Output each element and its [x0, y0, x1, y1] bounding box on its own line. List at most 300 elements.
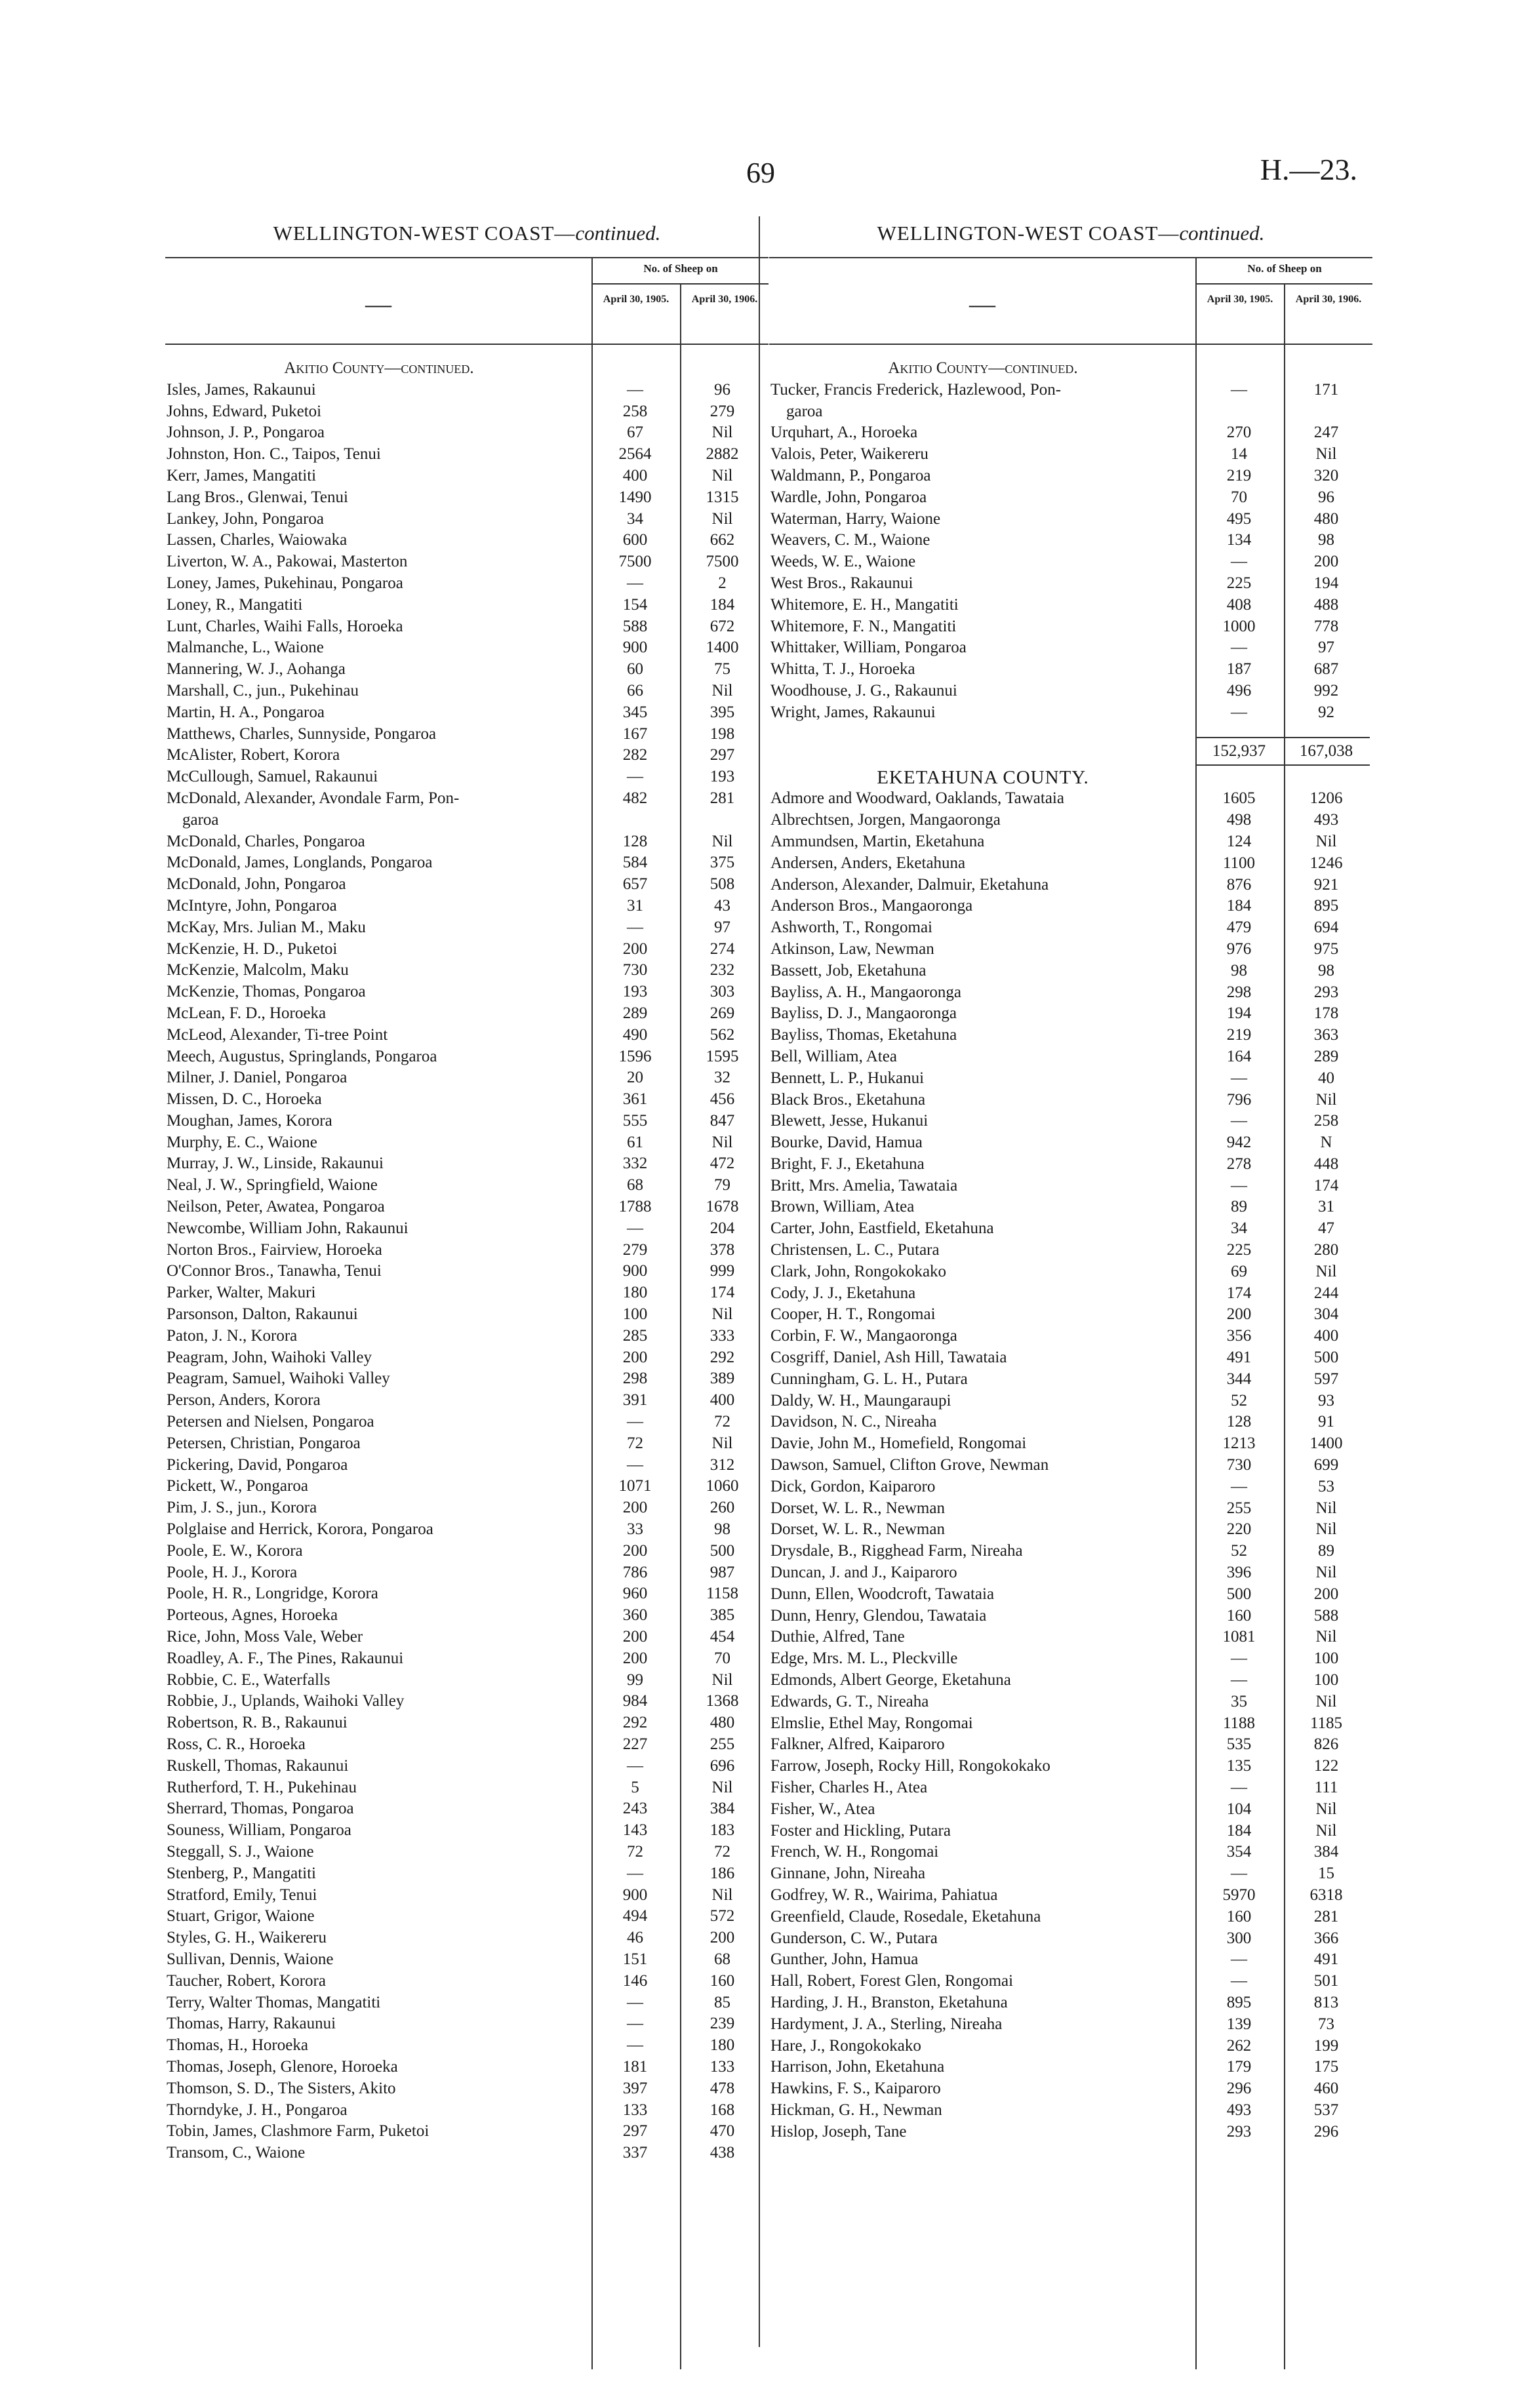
owner-name: Robbie, J., Uplands, Waihoki Valley [167, 1692, 405, 1710]
sheep-1905: 5970 [1222, 1885, 1256, 1904]
sheep-1906: 699 [1313, 1456, 1339, 1474]
sheep-1906: 180 [709, 2036, 735, 2055]
sheep-1906: 97 [1318, 639, 1334, 657]
owner-name: Clark, John, Rongokokako [770, 1262, 947, 1280]
owner-name: Corbin, F. W., Mangaoronga [770, 1327, 957, 1345]
sheep-1905: 225 [1226, 1241, 1252, 1259]
table-row [165, 1347, 769, 1369]
sheep-1905: 180 [622, 1284, 648, 1302]
sheep-1905: 72 [627, 1434, 643, 1452]
sheep-1906: Nil [711, 1885, 733, 1904]
owner-name: Dick, Gordon, Kaiparoro [770, 1477, 936, 1495]
sheep-1905: 1213 [1222, 1434, 1256, 1453]
sheep-1905: 270 [1226, 424, 1252, 442]
owner-name: Martin, H. A., Pongaroa [167, 703, 325, 721]
sheep-1905: 984 [622, 1692, 648, 1710]
col-1906-header: April 30, 1906. [691, 294, 758, 305]
sheep-1905: 200 [622, 1499, 648, 1517]
table-row [769, 1541, 1372, 1562]
sheep-1906: 312 [709, 1455, 735, 1474]
sheep-1905: — [627, 1219, 643, 1237]
sheep-1906: 79 [714, 1176, 730, 1194]
sheep-1906: 562 [709, 1025, 735, 1044]
sheep-1906: 987 [709, 1563, 735, 1581]
sheep-1906: 198 [709, 724, 735, 743]
table-row [769, 551, 1372, 573]
owner-name: Hislop, Joseph, Tane [770, 2122, 907, 2141]
table-header-left [165, 257, 769, 345]
owner-name: Poole, H. J., Korora [167, 1563, 298, 1581]
sheep-1906: 15 [1318, 1865, 1334, 1883]
county-subheading [769, 358, 1372, 380]
sheep-1906: 1595 [706, 1047, 739, 1065]
table-row [165, 745, 769, 766]
table-row [769, 853, 1372, 875]
sheep-1906: 389 [709, 1370, 735, 1388]
owner-name: Marshall, C., jun., Pukehinau [167, 681, 359, 700]
owner-name: McDonald, John, Pongaroa [167, 875, 346, 894]
sheep-1906: 478 [709, 2079, 735, 2097]
owner-name: Drysdale, B., Rigghead Farm, Nireaha [770, 1542, 1023, 1560]
sheep-1906: 31 [1318, 1198, 1334, 1216]
table-row [769, 530, 1372, 551]
owner-name: Weeds, W. E., Waione [770, 553, 916, 571]
eketahuna-heading-text: EKETAHUNA COUNTY. [877, 766, 1089, 788]
sheep-1906: 296 [1313, 2122, 1339, 2141]
owner-name: Bennett, L. P., Hukanui [770, 1069, 925, 1087]
sheep-1906: 1060 [706, 1477, 739, 1495]
sheep-1905: 600 [622, 531, 648, 549]
sheep-1905: 555 [622, 1111, 648, 1130]
table-row [769, 1842, 1372, 1863]
owner-name: Steggall, S. J., Waione [167, 1842, 314, 1861]
sheep-1905: 143 [622, 1821, 648, 1840]
owner-name: O'Connor Bros., Tanawha, Tenui [167, 1262, 382, 1280]
table-row [165, 1562, 769, 1584]
owner-name: McCullough, Samuel, Rakaunui [167, 768, 378, 786]
sheep-1906: 826 [1313, 1735, 1339, 1754]
owner-name: Hickman, G. H., Newman [770, 2101, 942, 2119]
sheep-1905: 976 [1226, 939, 1252, 958]
sheep-1906: 111 [1314, 1779, 1338, 1796]
sheep-1905: 396 [1226, 1564, 1252, 1582]
table-row [769, 637, 1372, 659]
table-row [165, 2035, 769, 2057]
sheep-1906: 68 [714, 1950, 730, 1968]
owner-name: Harding, J. H., Branston, Eketahuna [770, 1993, 1008, 2011]
sheep-1905: 942 [1226, 1134, 1252, 1152]
sheep-1905: 184 [1226, 1821, 1252, 1840]
sheep-1905: 293 [1226, 2122, 1252, 2141]
left-rows [165, 380, 769, 2164]
table-row [769, 1455, 1372, 1476]
sheep-1905: — [1231, 1950, 1247, 1969]
sheep-1906: 493 [1313, 811, 1339, 829]
sheep-1905: 187 [1226, 660, 1252, 679]
owner-name: Gunderson, C. W., Putara [770, 1929, 938, 1947]
sheep-1905: 20 [627, 1069, 643, 1087]
table-row [769, 1003, 1372, 1025]
owner-name: Greenfield, Claude, Rosedale, Eketahuna [770, 1907, 1041, 1925]
sheep-1906: 280 [1313, 1241, 1339, 1259]
sheep-1906: 269 [709, 1004, 735, 1022]
sheep-1906: 89 [1318, 1542, 1334, 1560]
sheep-1905: 7500 [618, 553, 652, 571]
sheep-1906: 488 [1313, 595, 1339, 614]
table-row [769, 2078, 1372, 2100]
sheep-1905: 31 [627, 896, 643, 915]
owner-name: Cody, J. J., Eketahuna [770, 1284, 916, 1302]
sheep-1906: 304 [1313, 1305, 1339, 1324]
owner-name: Murray, J. W., Linside, Rakaunui [167, 1155, 384, 1173]
sheep-1906: 92 [1318, 703, 1334, 721]
table-row [769, 1046, 1372, 1068]
sheep-1905: 99 [627, 1670, 643, 1689]
table-row [769, 422, 1372, 444]
owner-name: Cunningham, G. L. H., Putara [770, 1370, 968, 1388]
table-row [769, 2057, 1372, 2078]
col-1905-header: April 30, 1905. [1207, 294, 1273, 305]
table-row [165, 896, 769, 917]
sheep-1905: 296 [1226, 2080, 1252, 2098]
sheep-1906: 470 [709, 2122, 735, 2141]
sheep-1906: Nil [711, 832, 733, 850]
table-row [769, 1068, 1372, 1090]
sheep-1905: — [1231, 1972, 1247, 1990]
owner-name: Hare, J., Rongokokako [770, 2036, 921, 2055]
total-label [769, 737, 1195, 767]
owner-name: Pickett, W., Pongaroa [167, 1477, 308, 1495]
sheep-1906: 438 [709, 2144, 735, 2162]
sheep-1905: 200 [1226, 1305, 1252, 1324]
table-row [165, 1842, 769, 1863]
sheep-1906: Nil [1315, 1800, 1337, 1818]
owner-name: Porteous, Agnes, Horoeka [167, 1606, 338, 1625]
owner-name: Hall, Robert, Forest Glen, Rongomai [770, 1972, 1014, 1990]
owner-name: Whitemore, E. H., Mangatiti [770, 595, 959, 614]
sheep-1906: 70 [714, 1649, 730, 1667]
table-row [165, 1025, 769, 1046]
sheep-1905: 220 [1226, 1520, 1252, 1539]
table-row [165, 766, 769, 788]
sheep-1905: 900 [622, 1262, 648, 1280]
table-row [165, 1670, 769, 1691]
table-row [769, 659, 1372, 681]
table-row [769, 1648, 1372, 1670]
sheep-1905: 60 [627, 660, 643, 679]
table-row [165, 1175, 769, 1196]
owner-name: Thomas, H., Horoeka [167, 2036, 308, 2055]
table-row [165, 422, 769, 444]
owner-name: Milner, J. Daniel, Pongaroa [167, 1069, 348, 1087]
sheep-1905: 164 [1226, 1047, 1252, 1065]
table-row [165, 1756, 769, 1777]
no-of-sheep-header: No. of Sheep on [643, 262, 718, 275]
sheep-1905: 200 [622, 1628, 648, 1646]
sheep-1905: 1071 [618, 1477, 652, 1495]
table-row [165, 1326, 769, 1347]
table-row [165, 681, 769, 702]
sheep-1906: 53 [1318, 1477, 1334, 1495]
sheep-1906: 384 [709, 1800, 735, 1818]
sheep-1905: 181 [622, 2057, 648, 2076]
owner-name: Blewett, Jesse, Hukanui [770, 1112, 929, 1130]
table-row [769, 1326, 1372, 1347]
sheep-1906: 2 [718, 574, 727, 592]
sheep-1906: 672 [709, 617, 735, 635]
table-row [165, 1153, 769, 1175]
sheep-1905: 35 [1231, 1692, 1247, 1710]
owner-name: Matthews, Charles, Sunnyside, Pongaroa [167, 724, 437, 743]
owner-name: Petersen and Nielsen, Pongaroa [167, 1413, 374, 1431]
table-row [165, 2057, 769, 2078]
sheep-1905: 139 [1226, 2015, 1252, 2033]
sheep-1905: 493 [1226, 2101, 1252, 2119]
table-row [769, 616, 1372, 638]
sheep-1905: 588 [622, 617, 648, 635]
table-row [165, 1368, 769, 1390]
owner-name: Petersen, Christian, Pongaroa [167, 1434, 361, 1452]
owner-name: Ashworth, T., Rongomai [770, 918, 932, 937]
owner-name: Tobin, James, Clashmore Farm, Puketoi [167, 2122, 429, 2141]
right-rows-akitio [769, 380, 1372, 724]
sheep-1905: 584 [622, 854, 648, 872]
table-row [769, 1928, 1372, 1950]
table-row [769, 1713, 1372, 1735]
table-row [165, 724, 769, 745]
owner-name: Davidson, N. C., Nireaha [770, 1413, 937, 1431]
sheep-1905: 345 [622, 703, 648, 721]
table-row [165, 1261, 769, 1282]
owner-name: Ross, C. R., Horoeka [167, 1735, 306, 1753]
owner-name: Liverton, W. A., Pakowai, Masterton [167, 553, 408, 571]
sheep-1906: 480 [1313, 509, 1339, 528]
sheep-1906: 921 [1313, 875, 1339, 894]
sheep-1905: 46 [627, 1929, 643, 1947]
owner-name: Anderson, Alexander, Dalmuir, Eketahuna [770, 875, 1049, 894]
table-row [165, 465, 769, 487]
sheep-1905: 160 [1226, 1907, 1252, 1925]
sheep-1905: 67 [627, 424, 643, 442]
sheep-1906: 1206 [1309, 789, 1343, 808]
owner-name: Edge, Mrs. M. L., Pleckville [770, 1649, 958, 1668]
table-row [769, 573, 1372, 595]
total-1905: 152,937 [1195, 737, 1283, 766]
sheep-1906: 508 [709, 875, 735, 894]
owner-name: Farrow, Joseph, Rocky Hill, Rongokokako [770, 1757, 1050, 1775]
sheep-1906: 193 [709, 768, 735, 786]
table-row [769, 1606, 1372, 1627]
owner-name: West Bros., Rakaunui [770, 574, 913, 592]
owner-name: Hawkins, F. S., Kaiparoro [770, 2080, 941, 2098]
sheep-1906: 500 [709, 1541, 735, 1560]
table-row [769, 1562, 1372, 1584]
owner-name: Loney, James, Pukehinau, Pongaroa [167, 574, 403, 592]
table-row [769, 1196, 1372, 1218]
owner-name: Stenberg, P., Mangatiti [167, 1864, 317, 1882]
sheep-1905: 179 [1226, 2058, 1252, 2076]
owner-name: Whittaker, William, Pongaroa [770, 639, 967, 657]
sheep-1906: 400 [709, 1391, 735, 1410]
owner-name: Person, Anders, Korora [167, 1391, 321, 1410]
sheep-1906: 171 [1313, 380, 1339, 399]
table-row [165, 1476, 769, 1497]
table-row [165, 1971, 769, 1992]
owner-name: Gunther, John, Hamua [770, 1950, 919, 1969]
sheep-1906: Nil [1315, 445, 1337, 464]
sheep-1906: 696 [709, 1756, 735, 1775]
table-row [769, 1992, 1372, 2014]
sheep-1905 [598, 810, 683, 831]
table-row [165, 595, 769, 616]
table-row [165, 444, 769, 465]
sheep-1906: 1368 [706, 1692, 739, 1710]
sheep-1906: 456 [709, 1090, 735, 1109]
sheep-1906: 500 [1313, 1349, 1339, 1367]
table-row [769, 831, 1372, 853]
sheep-1905: 730 [622, 961, 648, 979]
owner-name: Polglaise and Herrick, Korora, Pongaroa [167, 1520, 433, 1539]
owner-name: McDonald, Alexander, Avondale Farm, Pon- [167, 789, 460, 807]
sheep-1905: — [1231, 1649, 1247, 1668]
sheep-1906: 279 [709, 402, 735, 420]
sheep-1906: 2882 [706, 445, 739, 464]
table-row [769, 2014, 1372, 2036]
owner-name: Whitemore, F. N., Mangatiti [770, 617, 957, 635]
table-row [769, 1218, 1372, 1240]
table-row [165, 831, 769, 853]
sheep-1906: 258 [1313, 1112, 1339, 1130]
table-row [769, 1304, 1372, 1326]
right-section-title [769, 216, 1372, 250]
sheep-1906: 98 [1318, 531, 1334, 549]
owner-name: Taucher, Robert, Korora [167, 1971, 326, 1990]
sheep-1906: 597 [1313, 1370, 1339, 1388]
sheep-1906: N [1320, 1134, 1332, 1152]
owner-name: Styles, G. H., Waikereru [167, 1929, 327, 1947]
sheep-1905: 1605 [1222, 789, 1256, 808]
owner-name: Robertson, R. B., Rakaunui [167, 1714, 348, 1732]
sheep-1905: 200 [622, 1541, 648, 1560]
sheep-1906: 122 [1313, 1757, 1339, 1775]
table-row [165, 1433, 769, 1455]
sheep-1906: 333 [709, 1326, 735, 1345]
table-row [769, 1799, 1372, 1821]
table-row [165, 2013, 769, 2035]
sheep-1906: 7500 [706, 553, 739, 571]
sheep-1906: 183 [709, 1821, 735, 1840]
sheep-1905: 397 [622, 2079, 648, 2097]
owner-name: Dorset, W. L. R., Newman [770, 1520, 945, 1539]
sheep-1906: 1185 [1309, 1714, 1343, 1732]
sheep-1906: 454 [709, 1628, 735, 1646]
owner-name: McKenzie, Thomas, Pongaroa [167, 983, 366, 1001]
sheep-1906: 32 [714, 1069, 730, 1087]
sheep-1906: 1400 [706, 639, 739, 657]
owner-name: Harrison, John, Eketahuna [770, 2058, 945, 2076]
sheep-1905: — [1231, 1865, 1247, 1883]
owner-name: Poole, H. R., Longridge, Korora [167, 1585, 378, 1603]
owner-name: Davie, John M., Homefield, Rongomai [770, 1434, 1027, 1453]
sheep-1906: 260 [709, 1499, 735, 1517]
sheep-1905: — [1231, 1176, 1247, 1194]
owner-name: Meech, Augustus, Springlands, Pongaroa [167, 1047, 437, 1065]
sheep-1906: Nil [1315, 1692, 1337, 1710]
sheep-1905: 184 [1226, 897, 1252, 915]
table-row [769, 509, 1372, 530]
table-row [165, 1411, 769, 1433]
sheep-1905: 292 [622, 1714, 648, 1732]
table-row [165, 810, 769, 831]
sheep-1905: 344 [1226, 1370, 1252, 1388]
table-row [165, 487, 769, 509]
sheep-1906: Nil [1315, 1628, 1337, 1646]
sheep-1906: 400 [1313, 1327, 1339, 1345]
sheep-1905: 2564 [618, 445, 652, 464]
sheep-1905: 133 [622, 2101, 648, 2119]
sheep-1905: 1100 [1222, 854, 1256, 872]
sheep-1905: 258 [622, 402, 648, 420]
sheep-1905: — [627, 1455, 643, 1474]
table-row [769, 2036, 1372, 2057]
sheep-1905: 219 [1226, 1026, 1252, 1044]
sheep-1905: — [1231, 553, 1247, 571]
sheep-1906: Nil [711, 466, 733, 484]
sheep-1906: 199 [1313, 2036, 1339, 2055]
sheep-1905: 68 [627, 1176, 643, 1194]
owner-name: Cooper, H. T., Rongomai [770, 1305, 936, 1324]
table-row [769, 1906, 1372, 1928]
sheep-1905: 72 [627, 1842, 643, 1861]
sheep-1906: Nil [711, 681, 733, 700]
sheep-1906: 6318 [1309, 1885, 1343, 1904]
sheep-1906: 292 [709, 1348, 735, 1366]
sheep-1905: 332 [622, 1155, 648, 1173]
table-row [769, 1971, 1372, 1992]
table-row [165, 1196, 769, 1218]
column-rule [1284, 345, 1285, 2369]
sheep-1905: 361 [622, 1090, 648, 1109]
owner-name: Peagram, Samuel, Waihoki Valley [167, 1370, 390, 1388]
table-row [769, 1111, 1372, 1132]
table-row [769, 1411, 1372, 1433]
sheep-1906: 384 [1313, 1843, 1339, 1861]
owner-name: Dunn, Ellen, Woodcroft, Tawataia [770, 1585, 995, 1603]
sheep-1906: Nil [711, 424, 733, 442]
right-rows-eketahuna [769, 788, 1372, 2142]
sheep-1905: 495 [1226, 509, 1252, 528]
table-body-left [165, 345, 769, 2164]
sheep-1905: 52 [1231, 1542, 1247, 1560]
table-row [165, 1218, 769, 1240]
table-row [769, 875, 1372, 896]
sheep-1906: 572 [709, 1907, 735, 1925]
sheep-1905: 135 [1226, 1757, 1252, 1775]
sheep-1906: 895 [1313, 897, 1339, 915]
owner-name: garoa [786, 402, 823, 420]
sheep-1905: 160 [1226, 1606, 1252, 1625]
table-row [769, 1498, 1372, 1520]
owner-name: Woodhouse, J. G., Rakaunui [770, 681, 957, 700]
owner-name: Foster and Hickling, Putara [770, 1821, 951, 1840]
sheep-1906: 97 [714, 918, 730, 936]
table-row [769, 1369, 1372, 1391]
table-row [769, 982, 1372, 1004]
owner-name: Parker, Walter, Makuri [167, 1284, 316, 1302]
table-row [769, 1756, 1372, 1777]
owner-name: Dawson, Samuel, Clifton Grove, Newman [770, 1456, 1049, 1474]
sheep-1906: 184 [709, 595, 735, 614]
